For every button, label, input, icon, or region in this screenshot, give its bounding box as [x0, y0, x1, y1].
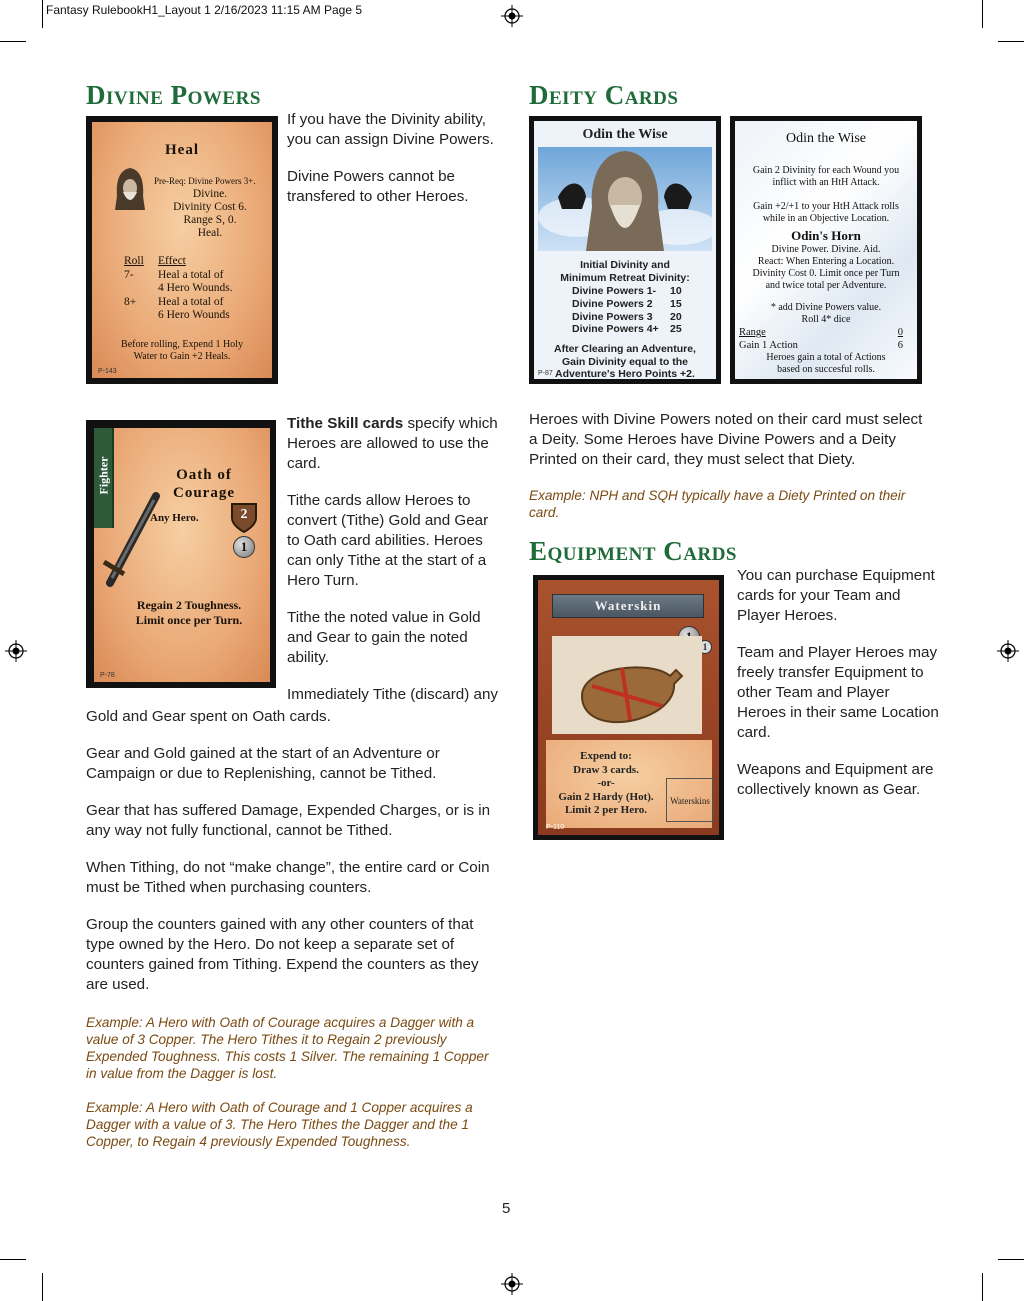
odin-back-line: Roll 4* dice [801, 314, 851, 325]
waterskin-card-id: P-110 [546, 824, 565, 831]
odin-back-line: Heroes gain a total of Actions [766, 352, 886, 363]
roll-effect: Heal a total of [158, 295, 224, 308]
paragraph: Heroes with Divine Powers noted on their card must select a Deity. Some Heroes have Divine Powers and a Deity Printed on their card, they must select that Diety. [529, 411, 923, 468]
odin-front-line: Minimum Retreat Divinity: [560, 271, 690, 284]
tithe-examples [86, 1014, 498, 1167]
fighter-banner-label: Fighter [96, 456, 111, 495]
sword-icon [98, 488, 168, 588]
odin-divinity-row [572, 311, 716, 324]
odin-back-line: Divinity Cost 0. Limit once per Turn [752, 268, 900, 279]
tithe-lead-bold: Tithe Skill cards [287, 415, 404, 432]
odin-divinity-row [572, 285, 716, 298]
odin-range-row [735, 326, 917, 340]
range-value: 0 [897, 327, 903, 338]
example-text: Example: A Hero with Oath of Courage and 1 Copper acquires a Dagger with a value of 3. The Hero Tithes the Dagger and the 1 Copper, to Regain 4 previously Expended Toughness. [86, 1100, 473, 1149]
odin-portrait-icon [538, 147, 712, 251]
odin-divinity-label: Divine Powers 4+ [572, 323, 659, 336]
roll-value: 8+ [124, 295, 137, 308]
odin-front-card [529, 116, 721, 384]
odin-action-row [735, 340, 917, 353]
roll-header: Roll [124, 255, 144, 267]
paragraph: If you have the Divinity ability, you can assign Divine Powers. [287, 111, 494, 148]
odin-back-text [735, 165, 917, 376]
heal-card-prereq: Pre-Req: Divine Powers 3+. [154, 176, 256, 186]
crop-mark [42, 0, 43, 28]
deity-cards-heading: Deity Cards [529, 80, 679, 110]
registration-mark-icon [501, 5, 523, 27]
waterskin-small-value: 1 [698, 640, 712, 654]
odin-back-title: Odin the Wise [785, 131, 867, 146]
waterskin-line: -or- [597, 777, 615, 789]
odin-portrait [538, 147, 712, 251]
print-slug: Fantasy RulebookH1_Layout 1 2/16/2023 11:15 AM Page 5 [46, 3, 363, 17]
divine-powers-text [287, 110, 497, 224]
oath-card-id: P-78 [100, 672, 115, 679]
example-text: Example: A Hero with Oath of Courage acquires a Dagger with a value of 3 Copper. The Hero Tithes it to Regain 2 previously Expended Toughness. This costs 1 Silver. The remaining 1 Copper in value from the Dagger is lost. [86, 1015, 489, 1081]
heal-card [86, 116, 278, 384]
oath-card-coin: 1 [233, 536, 255, 558]
oath-card-title-line: Oath of [176, 467, 232, 483]
heal-card-footer-line: Before rolling, Expend 1 Holy [121, 339, 243, 350]
odin-divinity-value: 20 [670, 310, 682, 323]
oath-card-parchment [94, 428, 270, 682]
oath-card-text-line: Limit once per Turn. [135, 613, 243, 627]
crop-mark [982, 1273, 983, 1301]
odin-divinity-value: 10 [670, 285, 682, 297]
odin-divinity-value: 25 [670, 323, 682, 336]
odin-divinity-label: Divine Powers 3 [572, 310, 653, 323]
tithe-lead-rest: specify which Heroes are allowed to use the card. [287, 415, 498, 472]
odin-divinity-row [572, 323, 716, 336]
action-value: 6 [897, 339, 903, 351]
tithe-wide-text [86, 707, 500, 1012]
odin-front-title: Odin the Wise [582, 127, 668, 142]
heal-card-line: Range S, 0. [183, 214, 237, 226]
roll-effect: 4 Hero Wounds. [158, 282, 233, 294]
paragraph: Gear and Gold gained at the start of an Adventure or Campaign or due to Replenishing, cannot be Tithed. [86, 745, 440, 782]
odin-back-line: while in an Objective Location. [762, 213, 890, 224]
hooded-priest-icon [112, 166, 148, 212]
example-text: Example: NPH and SQH typically have a Diety Printed on their card. [529, 488, 906, 520]
waterskin-line: Draw 3 cards. [573, 763, 639, 776]
paragraph [287, 414, 499, 474]
odin-front-footer-line: Adventure's Hero Points +2. [555, 368, 695, 381]
waterskin-icon [552, 636, 702, 734]
heal-card-roll-table [124, 255, 264, 323]
waterskin-title-banner [552, 594, 704, 618]
crop-mark [998, 1259, 1024, 1260]
oath-card-title [154, 466, 254, 502]
paragraph: When Tithing, do not “make change”, the entire card or Coin must be Tithed when purchasing counters. [86, 859, 490, 896]
paragraph: Tithe the noted value in Gold and Gear to gain the noted ability. [287, 609, 481, 666]
paragraph: Gold and Gear spent on Oath cards. [86, 708, 331, 725]
oath-card-shield-value: 2 [240, 507, 248, 522]
heal-card-line: Divine. [192, 188, 228, 200]
crop-mark [0, 41, 26, 42]
heal-card-title: Heal [165, 142, 199, 158]
odin-divinity-label: Divine Powers 2 [572, 297, 653, 310]
page-number: 5 [502, 1200, 511, 1217]
oath-card-text [114, 598, 264, 628]
paragraph: Divine Powers cannot be transfered to other Heroes. [287, 168, 469, 205]
heal-card-line: Heal. [197, 227, 223, 239]
paragraph: Gear that has suffered Damage, Expended Charges, or is in any way not fully functional, cannot be Tithed. [86, 802, 491, 839]
odin-back-line: Divine Power. Divine. Aid. [771, 244, 881, 255]
odin-back-line: based on succesful rolls. [777, 364, 875, 375]
oath-card-text-line: Regain 2 Toughness. [136, 598, 242, 612]
odin-divinity-table [572, 285, 716, 336]
heal-card-line: Divinity Cost 6. [173, 201, 247, 213]
waterskin-line: Expend to: [580, 750, 632, 762]
oath-card-subtitle: Any Hero. [150, 512, 199, 524]
odin-back-line: inflict with an HtH Attack. [772, 177, 880, 188]
effect-header: Effect [158, 255, 186, 267]
roll-effect: Heal a total of [158, 268, 224, 281]
deity-text [529, 410, 934, 487]
odin-front-footer-line: Gain Divinity equal to the [561, 355, 688, 368]
odin-divinity-row [572, 298, 716, 311]
equipment-text [737, 566, 942, 817]
oath-of-courage-card [86, 420, 276, 688]
paragraph: Tithe cards allow Heroes to convert (Tithe) Gold and Gear to Oath card abilities. Heroes can only Tithe at the start of a Hero Turn. [287, 492, 489, 589]
heal-card-footer-line: Water to Gain +2 Heals. [133, 351, 231, 362]
registration-mark-icon [5, 640, 27, 662]
waterskin-line: Gain 2 Hardy (Hot). [558, 790, 654, 803]
heal-card-parchment [92, 122, 272, 378]
waterskin-count-box: Waterskins [666, 778, 714, 822]
registration-mark-icon [997, 640, 1019, 662]
odin-front-footer [534, 343, 716, 381]
heal-card-footer [92, 339, 272, 363]
tithe-text [287, 414, 499, 705]
heal-card-properties [148, 188, 272, 240]
waterskin-card [533, 575, 724, 840]
odin-front-line: Initial Divinity and [580, 259, 670, 271]
odin-front-text [534, 259, 716, 381]
waterskin-title: Waterskin [594, 598, 662, 613]
waterskin-text [546, 750, 666, 818]
crop-mark [998, 41, 1024, 42]
divine-powers-heading: Divine Powers [86, 80, 261, 110]
crop-mark [42, 1273, 43, 1301]
odins-horn-title: Odin's Horn [791, 228, 861, 243]
crop-mark [982, 0, 983, 28]
odin-back-line: and twice total per Adventure. [765, 280, 887, 291]
odin-back-line: Gain +2/+1 to your HtH Attack rolls [753, 201, 899, 212]
odin-front-inner [534, 121, 716, 379]
odin-back-line: Gain 2 Divinity for each Wound you [752, 165, 900, 176]
registration-mark-icon [501, 1273, 523, 1295]
equipment-cards-heading: Equipment Cards [529, 536, 737, 566]
roll-value: 7- [124, 268, 134, 281]
roll-effect: 6 Hero Wounds [158, 309, 230, 321]
oath-card-title-line: Courage [173, 485, 235, 501]
crop-mark [0, 1259, 26, 1260]
action-label: Gain 1 Action [739, 339, 798, 351]
waterskin-card-inner [538, 580, 719, 835]
odin-back-line: React: When Entering a Location. [757, 256, 895, 267]
paragraph: Group the counters gained with any other counters of that type owned by the Hero. Do not keep a separate set of counters gained from Tithing. Expend the counters as they are used. [86, 916, 479, 993]
odin-back-inner [735, 121, 917, 379]
odin-front-id: P-87 [538, 370, 553, 377]
deity-example [529, 487, 934, 538]
heal-card-id: P-143 [98, 368, 117, 375]
paragraph: Immediately Tithe (discard) any [287, 686, 499, 703]
odin-back-card [730, 116, 922, 384]
waterskin-illustration [552, 636, 702, 734]
range-label: Range [739, 327, 766, 338]
paragraph: You can purchase Equipment cards for your Team and Player Heroes. [737, 567, 935, 624]
paragraph: Team and Player Heroes may freely transfer Equipment to other Team and Player Heroes in their same Location card. [737, 644, 939, 741]
odin-divinity-label: Divine Powers 1- [572, 285, 657, 297]
odin-front-footer-line: After Clearing an Adventure, [554, 343, 696, 356]
paragraph: Weapons and Equipment are collectively known as Gear. [737, 761, 934, 798]
odin-divinity-value: 15 [670, 297, 682, 310]
waterskin-text-panel [546, 740, 712, 828]
odin-back-line: * add Divine Powers value. [770, 302, 882, 313]
waterskin-line: Limit 2 per Hero. [564, 804, 648, 816]
